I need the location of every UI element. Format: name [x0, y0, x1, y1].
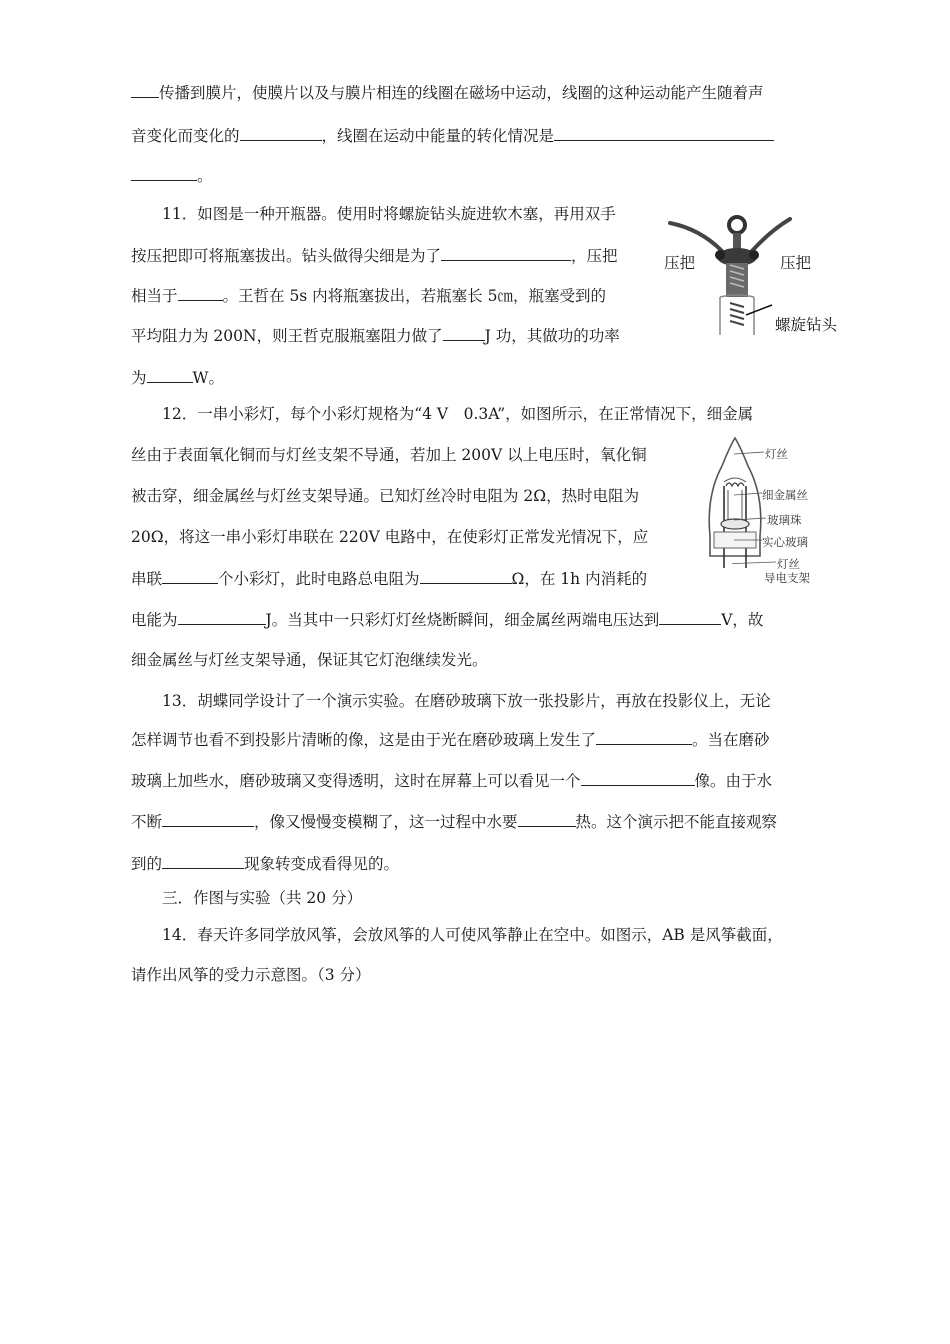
answer-blank[interactable]: [131, 165, 197, 181]
q12-line-2: 丝由于表面氧化铜而与灯丝支架不导通，若加上 200V 以上电压时，氧化铜: [131, 446, 647, 464]
label-glass-bead: 玻璃珠: [767, 513, 802, 527]
q11-line-2: 按压把即可将瓶塞拔出。钻头做得尖细是为了 ，压把: [131, 247, 618, 265]
q11-line-5: 为 W。: [131, 369, 224, 387]
label-support-2: 导电支架: [764, 571, 810, 585]
label-solid-glass: 实心玻璃: [762, 535, 808, 549]
q13-line-4: 不断 ，像又慢慢变模糊了，这一过程中水要 热。这个演示把不能直接观察: [131, 813, 778, 831]
q12-line-1: 12．一串小彩灯，每个小彩灯规格为“4 V 0.3A”，如图所示，在正常情况下，细金属: [162, 405, 754, 423]
q12-line-7: 细金属丝与灯丝支架导通，保证其它灯泡继续发光。: [131, 651, 488, 669]
answer-blank[interactable]: [659, 609, 721, 625]
answer-blank[interactable]: [162, 853, 244, 869]
answer-blank[interactable]: [162, 568, 218, 584]
answer-blank[interactable]: [596, 729, 692, 745]
answer-blank[interactable]: [554, 125, 774, 141]
answer-blank[interactable]: [240, 125, 322, 141]
q13-line-5: 到的 现象转变成看得见的。: [131, 855, 400, 873]
section-heading: 三．作图与实验（共 20 分）: [162, 889, 363, 907]
label-filament: 灯丝: [765, 447, 788, 461]
label-press-handle-right: 压把: [780, 254, 812, 272]
q11-line-1: 11．如图是一种开瓶器。使用时将螺旋钻头旋进软木塞，再用双手: [162, 205, 616, 223]
answer-blank[interactable]: [581, 770, 695, 786]
answer-blank[interactable]: [147, 367, 193, 383]
q12-line-4: 20Ω，将这一串小彩灯串联在 220V 电路中，在使彩灯正常发光情况下，应: [131, 528, 649, 546]
label-support-1: 灯丝: [777, 557, 800, 571]
q14-line-2: 请作出风筝的受力示意图。（3 分）: [131, 966, 371, 984]
answer-blank[interactable]: [443, 325, 485, 341]
q10-line-3: 。: [131, 165, 213, 186]
answer-blank[interactable]: [518, 811, 576, 827]
q12-line-5: 串联 个小彩灯，此时电路总电阻为 Ω，在 1h 内消耗的: [131, 570, 648, 588]
q13-line-3: 玻璃上加些水，磨砂玻璃又变得透明，这时在屏幕上可以看见一个 像。由于水: [131, 772, 773, 790]
q12-line-3: 被击穿，细金属丝与灯丝支架导通。已知灯丝冷时电阻为 2Ω，热时电阻为: [131, 487, 640, 505]
label-spiral-drill: 螺旋钻头: [775, 316, 838, 334]
answer-blank[interactable]: [441, 245, 571, 261]
q11-line-3: 相当于 。王哲在 5s 内将瓶塞拔出，若瓶塞长 5㎝，瓶塞受到的: [131, 287, 606, 305]
q14-line-1: 14．春天许多同学放风筝，会放风筝的人可使风筝静止在空中。如图示，AB 是风筝截面，: [162, 926, 783, 944]
label-metal-wire: 细金属丝: [762, 488, 808, 502]
q11-line-4: 平均阻力为 200N，则王哲克服瓶塞阻力做了 J 功，其做功的功率: [131, 327, 620, 345]
q10-line-2: 音变化而变化的 ，线圈在运动中能量的转化情况是: [131, 125, 774, 146]
bulb-leader-lines: [732, 440, 802, 580]
answer-blank[interactable]: [162, 811, 254, 827]
label-press-handle-left: 压把: [664, 254, 696, 272]
answer-blank[interactable]: [178, 609, 266, 625]
q12-line-6: 电能为 J。当其中一只彩灯灯丝烧断瞬间，细金属丝两端电压达到 V，故: [131, 611, 764, 629]
answer-blank[interactable]: [131, 82, 159, 98]
q13-line-1: 13．胡蝶同学设计了一个演示实验。在磨砂玻璃下放一张投影片，再放在投影仪上，无论: [162, 692, 771, 710]
answer-blank[interactable]: [420, 568, 512, 584]
answer-blank[interactable]: [178, 285, 223, 301]
q10-line-1: 传播到膜片，使膜片以及与膜片相连的线圈在磁场中运动，线圈的这种运动能产生随着声: [131, 82, 764, 103]
q13-line-2: 怎样调节也看不到投影片清晰的像，这是由于光在磨砂玻璃上发生了 。当在磨砂: [131, 731, 770, 749]
